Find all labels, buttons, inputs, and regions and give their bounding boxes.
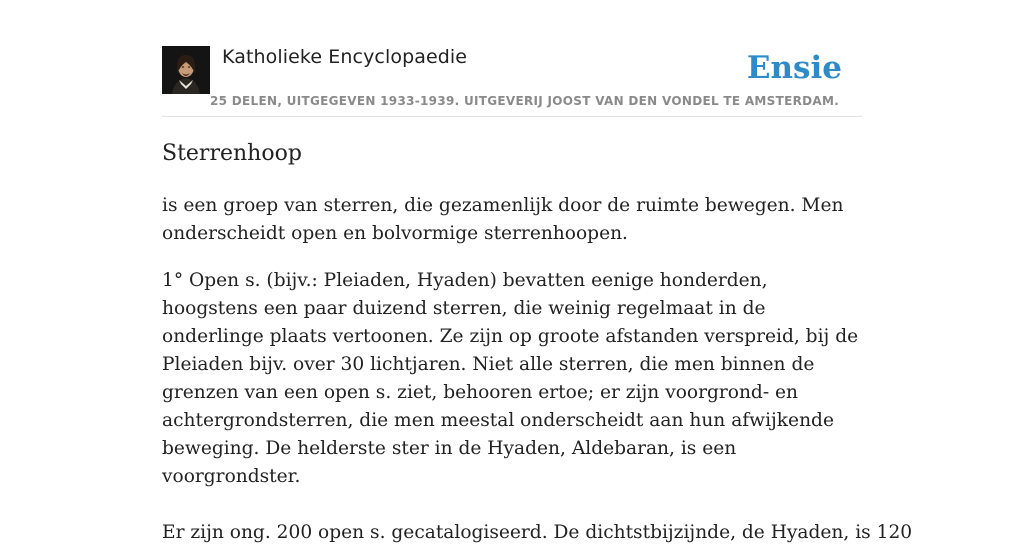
article (162, 138, 913, 547)
article-paragraph: Er zijn ong. 200 open s. gecatalogiseerd. De dichtstbijzijnde, de Hyaden, is 120 (162, 522, 913, 543)
source-subtitle: 25 DELEN, UITGEGEVEN 1933-1939. UITGEVERIJ JOOST VAN DEN VONDEL TE AMSTERDAM. (210, 94, 840, 108)
page-title: Sterrenhoop (162, 141, 302, 166)
brand-logo-link[interactable]: Ensie (746, 50, 842, 86)
article-paragraph: 1° Open s. (bijv.: Pleiaden, Hyaden) bevatten eenige honderden, hoogstens een paar duizend sterren, die weinig regelmaat in de onderlinge plaats vertoonen. Ze zijn op groote afstanden verspreid, bij de Pleiaden bijv. over 30 lichtjaren. Niet alle sterren, die men binnen de grenzen van een open s. ziet, behooren ertoe; er zijn voorgrond- en achtergrondsterren, die men meestal onderscheidt aan hun afwijkende beweging. De helderste ster in de Hyaden, Aldebaran, is een voorgrondster. (162, 270, 859, 487)
article-paragraph: is een groep van sterren, die gezamenlijk door de ruimte bewegen. Men onderscheidt open en bolvormige sterrenhoopen. (162, 195, 844, 244)
portrait-avatar-icon[interactable] (162, 46, 210, 94)
source-title[interactable]: Katholieke Encyclopaedie (222, 46, 468, 68)
entry-header (162, 44, 862, 117)
